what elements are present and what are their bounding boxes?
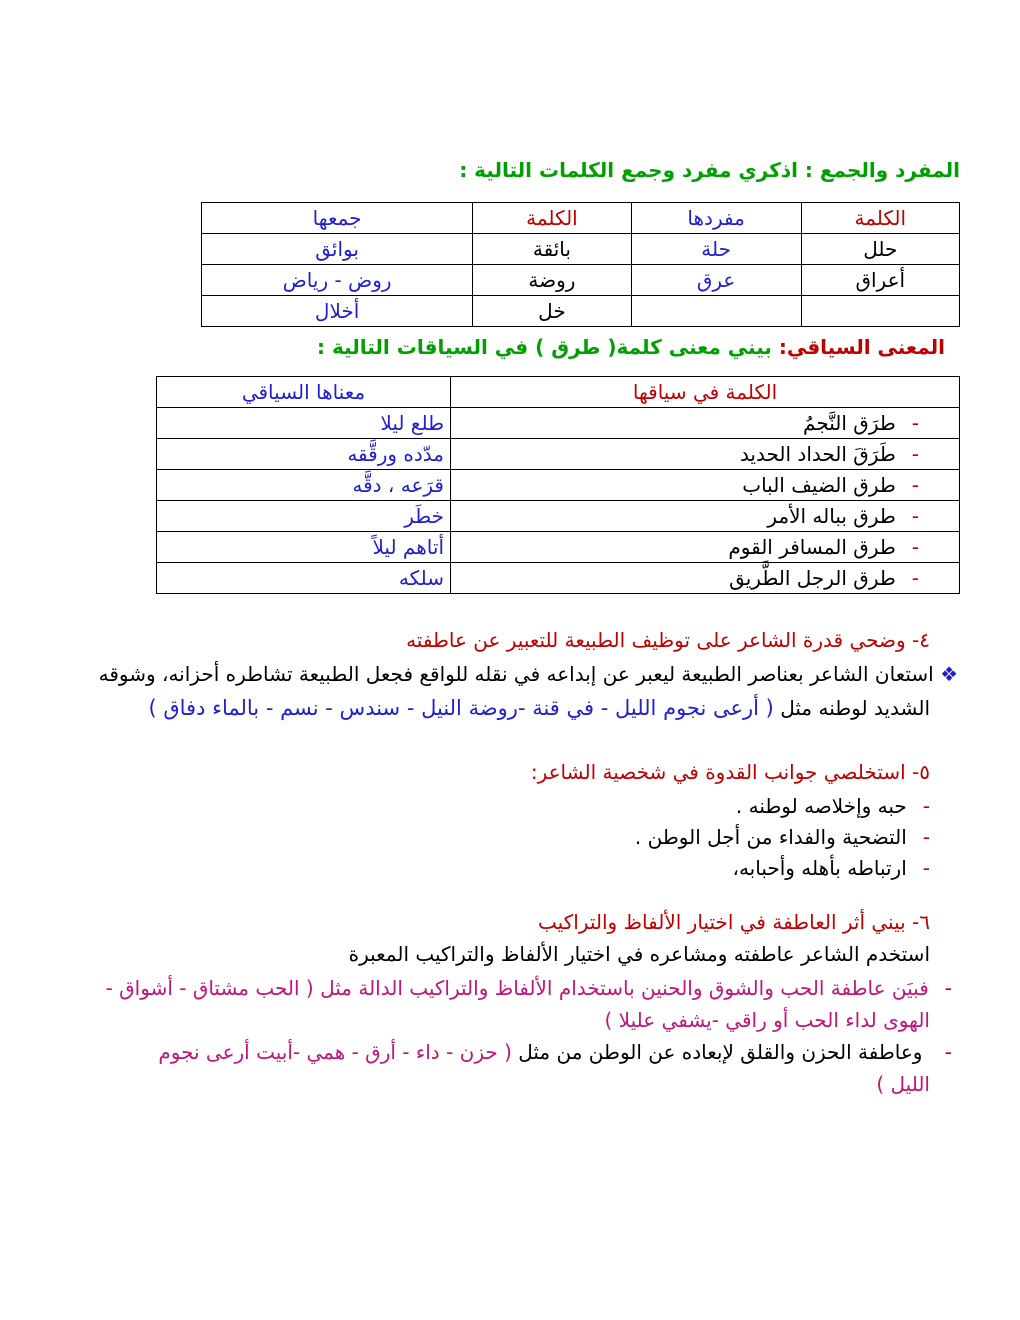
cell-word: خل	[473, 296, 631, 327]
dash-bullet: -	[922, 825, 930, 849]
list-item	[635, 825, 930, 849]
cell-word: بائقة	[473, 234, 631, 265]
header-singular: مفردها	[631, 203, 801, 234]
table-row	[157, 501, 960, 532]
diamond-bullet-icon: ❖	[940, 662, 958, 686]
dash-bullet: -	[922, 856, 930, 880]
cell-word	[801, 296, 959, 327]
list-item	[733, 856, 931, 880]
q4-line2-text: الشديد لوطنه مثل	[780, 696, 930, 720]
dash-bullet: -	[944, 1040, 952, 1064]
cell-meaning: أتاهم ليلاً	[157, 532, 451, 563]
cell-meaning: خطَر	[157, 501, 451, 532]
q6-item2-examples: ( حزن - داء - أرق - همي -أبيت أرعى نجوم	[158, 1040, 512, 1064]
cell-context	[451, 501, 960, 532]
table-header-row	[202, 203, 960, 234]
cell-context	[451, 408, 960, 439]
cell-plural: أخلال	[202, 296, 473, 327]
header-meaning: معناها السياقي	[157, 377, 451, 408]
q6-item2-text: وعاطفة الحزن والقلق لإبعاده عن الوطن من مثل	[518, 1040, 923, 1064]
q4-line1	[99, 662, 958, 686]
cell-plural: بوائق	[202, 234, 473, 265]
dash-bullet: -	[911, 442, 919, 466]
header-word-1: الكلمة	[801, 203, 959, 234]
cell-meaning: طلع ليلا	[157, 408, 451, 439]
cell-word: أعراق	[801, 265, 959, 296]
cell-meaning: سلكه	[157, 563, 451, 594]
dash-bullet: -	[911, 535, 919, 559]
cell-plural: روض - رياض	[202, 265, 473, 296]
q6-item1-line2: الهوى لداء الحب أو راقي -يشفي عليلا )	[604, 1008, 930, 1032]
table-row	[157, 563, 960, 594]
list-item	[106, 976, 952, 1000]
q5-item-text: ارتباطه بأهله وأحبابه،	[732, 856, 907, 880]
dash-bullet: -	[911, 566, 919, 590]
header-word-2: الكلمة	[473, 203, 631, 234]
cell-word: حلل	[801, 234, 959, 265]
list-item	[158, 1040, 952, 1064]
q4-line1-text: استعان الشاعر بعناصر الطبيعة ليعبر عن إبداعه في نقله للواقع فجعل الطبيعة تشاطره أحزانه، وشوقه	[98, 662, 934, 686]
dash-bullet: -	[911, 411, 919, 435]
cell-singular: حلة	[631, 234, 801, 265]
q5-item-text: التضحية والفداء من أجل الوطن .	[634, 825, 907, 849]
dash-bullet: -	[922, 794, 930, 818]
dash-bullet: -	[944, 976, 952, 1000]
cell-meaning: قرَعه ، دقَّه	[157, 470, 451, 501]
table-row	[157, 439, 960, 470]
context-text: طرق المسافر القوم	[728, 535, 896, 559]
q4-examples: ( أرعى نجوم الليل - في قنة -روضة النيل - سندس - نسم - بالماء دفاق )	[148, 696, 774, 720]
dash-bullet: -	[911, 473, 919, 497]
q6-title: ٦- بيني أثر العاطفة في اختيار الألفاظ والتراكيب	[538, 910, 930, 934]
list-item	[736, 794, 930, 818]
table-row	[202, 234, 960, 265]
table-row	[202, 265, 960, 296]
q6-item1-line1: فبيَن عاطفة الحب والشوق والحنين باستخدام الألفاظ والتراكيب الدالة مثل ( الحب مشتاق - أشواق -	[105, 976, 929, 1000]
section2-title-text: بيني معنى كلمة( طرق ) في السياقات التالية :	[316, 335, 772, 359]
table-row	[157, 470, 960, 501]
context-text: طرق الرجل الطَّريق	[729, 566, 896, 590]
context-text: طرَق النَّجمُ	[803, 411, 896, 435]
context-meaning-table	[156, 376, 960, 594]
cell-context	[451, 439, 960, 470]
cell-context	[451, 563, 960, 594]
cell-context	[451, 532, 960, 563]
context-text: طَرَقَ الحداد الحديد	[739, 442, 896, 466]
singular-plural-table	[201, 202, 960, 327]
table-row	[157, 532, 960, 563]
table-header-row	[157, 377, 960, 408]
q5-title: ٥- استخلصي جوانب القدوة في شخصية الشاعر:	[530, 760, 930, 784]
cell-singular: عرق	[631, 265, 801, 296]
cell-meaning: مدّده ورقَّقه	[157, 439, 451, 470]
q4-title: ٤- وضحي قدرة الشاعر على توظيف الطبيعة للتعبير عن عاطفته	[406, 628, 930, 652]
q4-line2	[148, 696, 930, 720]
context-text: طرق بباله الأمر	[767, 504, 896, 528]
cell-singular	[631, 296, 801, 327]
q6-item2-line2: الليل )	[876, 1072, 930, 1096]
q5-item-text: حبه وإخلاصه لوطنه .	[735, 794, 907, 818]
context-text: طرق الضيف الباب	[742, 473, 896, 497]
cell-word: روضة	[473, 265, 631, 296]
section2-title-label: المعنى السياقي:	[778, 335, 945, 359]
section1-title: المفرد والجمع : اذكري مفرد وجمع الكلمات التالية :	[459, 158, 960, 182]
table-row	[202, 296, 960, 327]
dash-bullet: -	[911, 504, 919, 528]
cell-context	[451, 470, 960, 501]
header-context: الكلمة في سياقها	[451, 377, 960, 408]
section2-title	[317, 335, 945, 359]
header-plural: جمعها	[202, 203, 473, 234]
q6-intro: استخدم الشاعر عاطفته ومشاعره في اختيار الألفاظ والتراكيب المعبرة	[348, 942, 930, 966]
table-row	[157, 408, 960, 439]
